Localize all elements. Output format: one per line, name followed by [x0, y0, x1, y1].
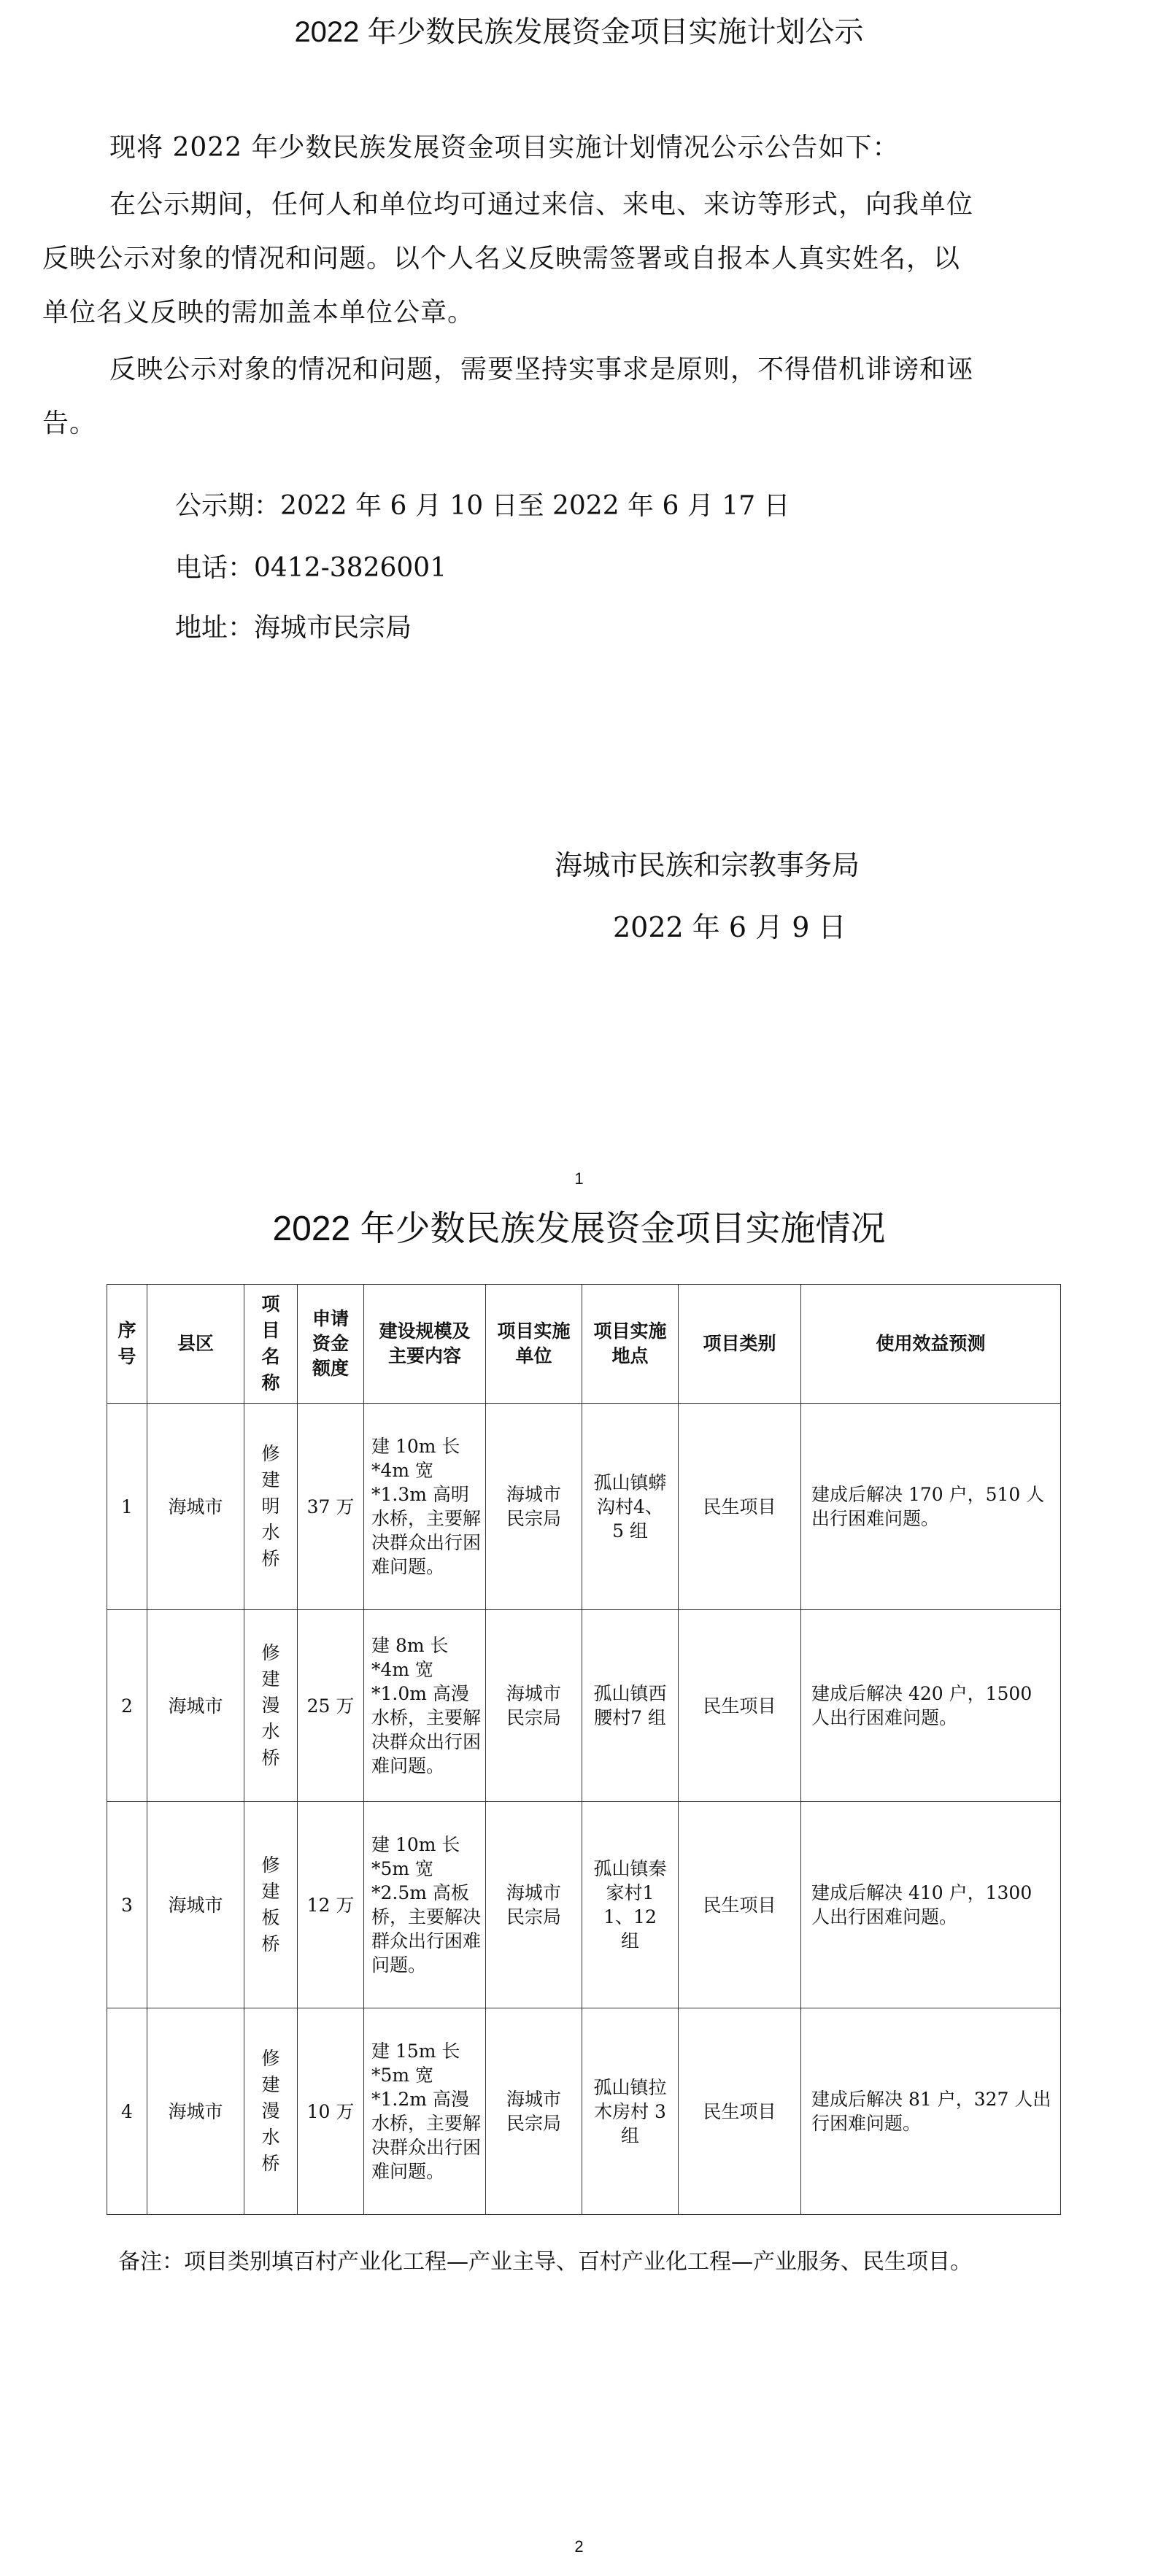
cell-amount: 37 万 [298, 1404, 364, 1610]
cell-project-name: 修建明水桥 [244, 1404, 298, 1610]
table-title: 2022 年少数民族发展资金项目实施情况 [272, 1210, 886, 1248]
header-content: 建设规模及主要内容 [364, 1285, 486, 1404]
cell-no: 4 [107, 2008, 147, 2215]
cell-category: 民生项目 [679, 1404, 801, 1610]
feedback-paragraph: 在公示期间，任何人和单位均可通过来信、来电、来访等形式，向我单位反映公示对象的情况和问题。以个人名义反映需签署或自报本人真实姓名，以单位名义反映的需加盖本单位公章。 [42, 190, 974, 328]
cell-amount: 25 万 [298, 1610, 364, 1802]
contact-phone: 电话：0412-3826001 [175, 553, 447, 583]
table-row [107, 1610, 1061, 1802]
cell-unit: 海城市民宗局 [486, 1404, 582, 1610]
cell-content: 建 8m 长*4m 宽*1.0m 高漫水桥，主要解决群众出行困难问题。 [364, 1610, 486, 1802]
cell-location: 孤山镇拉木房村 3 组 [582, 2008, 679, 2215]
cell-unit: 海城市民宗局 [486, 2008, 582, 2215]
header-county: 县区 [147, 1285, 244, 1404]
cell-content: 建 10m 长*4m 宽*1.3m 高明水桥，主要解决群众出行困难问题。 [364, 1404, 486, 1610]
header-unit: 项目实施单位 [486, 1285, 582, 1404]
project-table [107, 1284, 1061, 2215]
page-title: 2022 年少数民族发展资金项目实施计划公示 [294, 16, 864, 48]
cell-project-name: 修建漫水桥 [244, 2008, 298, 2215]
cell-no: 2 [107, 1610, 147, 1802]
header-location: 项目实施地点 [582, 1285, 679, 1404]
header-benefit: 使用效益预测 [801, 1285, 1061, 1404]
table-row [107, 1404, 1061, 1610]
table-note: 备注：项目类别填百村产业化工程—产业主导、百村产业化工程—产业服务、民生项目。 [118, 2249, 972, 2275]
cell-benefit: 建成后解决 170 户，510 人出行困难问题。 [801, 1404, 1061, 1610]
cell-category: 民生项目 [679, 1802, 801, 2008]
cell-benefit: 建成后解决 81 户，327 人出行困难问题。 [801, 2008, 1061, 2215]
table-header-row [107, 1285, 1061, 1404]
cell-benefit: 建成后解决 420 户，1500 人出行困难问题。 [801, 1610, 1061, 1802]
contact-address: 地址：海城市民宗局 [175, 613, 412, 643]
cell-amount: 10 万 [298, 2008, 364, 2215]
principle-paragraph: 反映公示对象的情况和问题，需要坚持实事求是原则，不得借机诽谤和诬告。 [42, 355, 974, 438]
cell-content: 建 15m 长*5m 宽*1.2m 高漫水桥，主要解决群众出行困难问题。 [364, 2008, 486, 2215]
cell-county: 海城市 [147, 2008, 244, 2215]
cell-unit: 海城市民宗局 [486, 1610, 582, 1802]
signature-date: 2022 年 6 月 9 日 [613, 911, 846, 943]
cell-location: 孤山镇蟒沟村4、5 组 [582, 1404, 679, 1610]
cell-category: 民生项目 [679, 1610, 801, 1802]
cell-content: 建 10m 长*5m 宽*2.5m 高板桥，主要解决群众出行困难问题。 [364, 1802, 486, 2008]
header-amount: 申请资金额度 [298, 1285, 364, 1404]
page-number-1: 1 [574, 1169, 584, 1188]
page-number-2: 2 [574, 2537, 584, 2556]
cell-project-name: 修建板桥 [244, 1802, 298, 2008]
cell-project-name: 修建漫水桥 [244, 1610, 298, 1802]
cell-county: 海城市 [147, 1610, 244, 1802]
cell-benefit: 建成后解决 410 户，1300 人出行困难问题。 [801, 1802, 1061, 2008]
table-row [107, 2008, 1061, 2215]
cell-category: 民生项目 [679, 2008, 801, 2215]
cell-unit: 海城市民宗局 [486, 1802, 582, 2008]
header-no: 序号 [107, 1285, 147, 1404]
cell-no: 3 [107, 1802, 147, 2008]
cell-amount: 12 万 [298, 1802, 364, 2008]
publicity-period: 公示期：2022 年 6 月 10 日至 2022 年 6 月 17 日 [175, 491, 790, 521]
cell-no: 1 [107, 1404, 147, 1610]
header-category: 项目类别 [679, 1285, 801, 1404]
table-row [107, 1802, 1061, 2008]
signature-organization: 海城市民族和宗教事务局 [555, 849, 860, 881]
cell-location: 孤山镇秦家村11、12 组 [582, 1802, 679, 2008]
cell-location: 孤山镇西腰村7 组 [582, 1610, 679, 1802]
cell-county: 海城市 [147, 1404, 244, 1610]
cell-county: 海城市 [147, 1802, 244, 2008]
header-project-name: 项目名称 [244, 1285, 298, 1404]
intro-paragraph: 现将 2022 年少数民族发展资金项目实施计划情况公示公告如下： [109, 133, 900, 163]
